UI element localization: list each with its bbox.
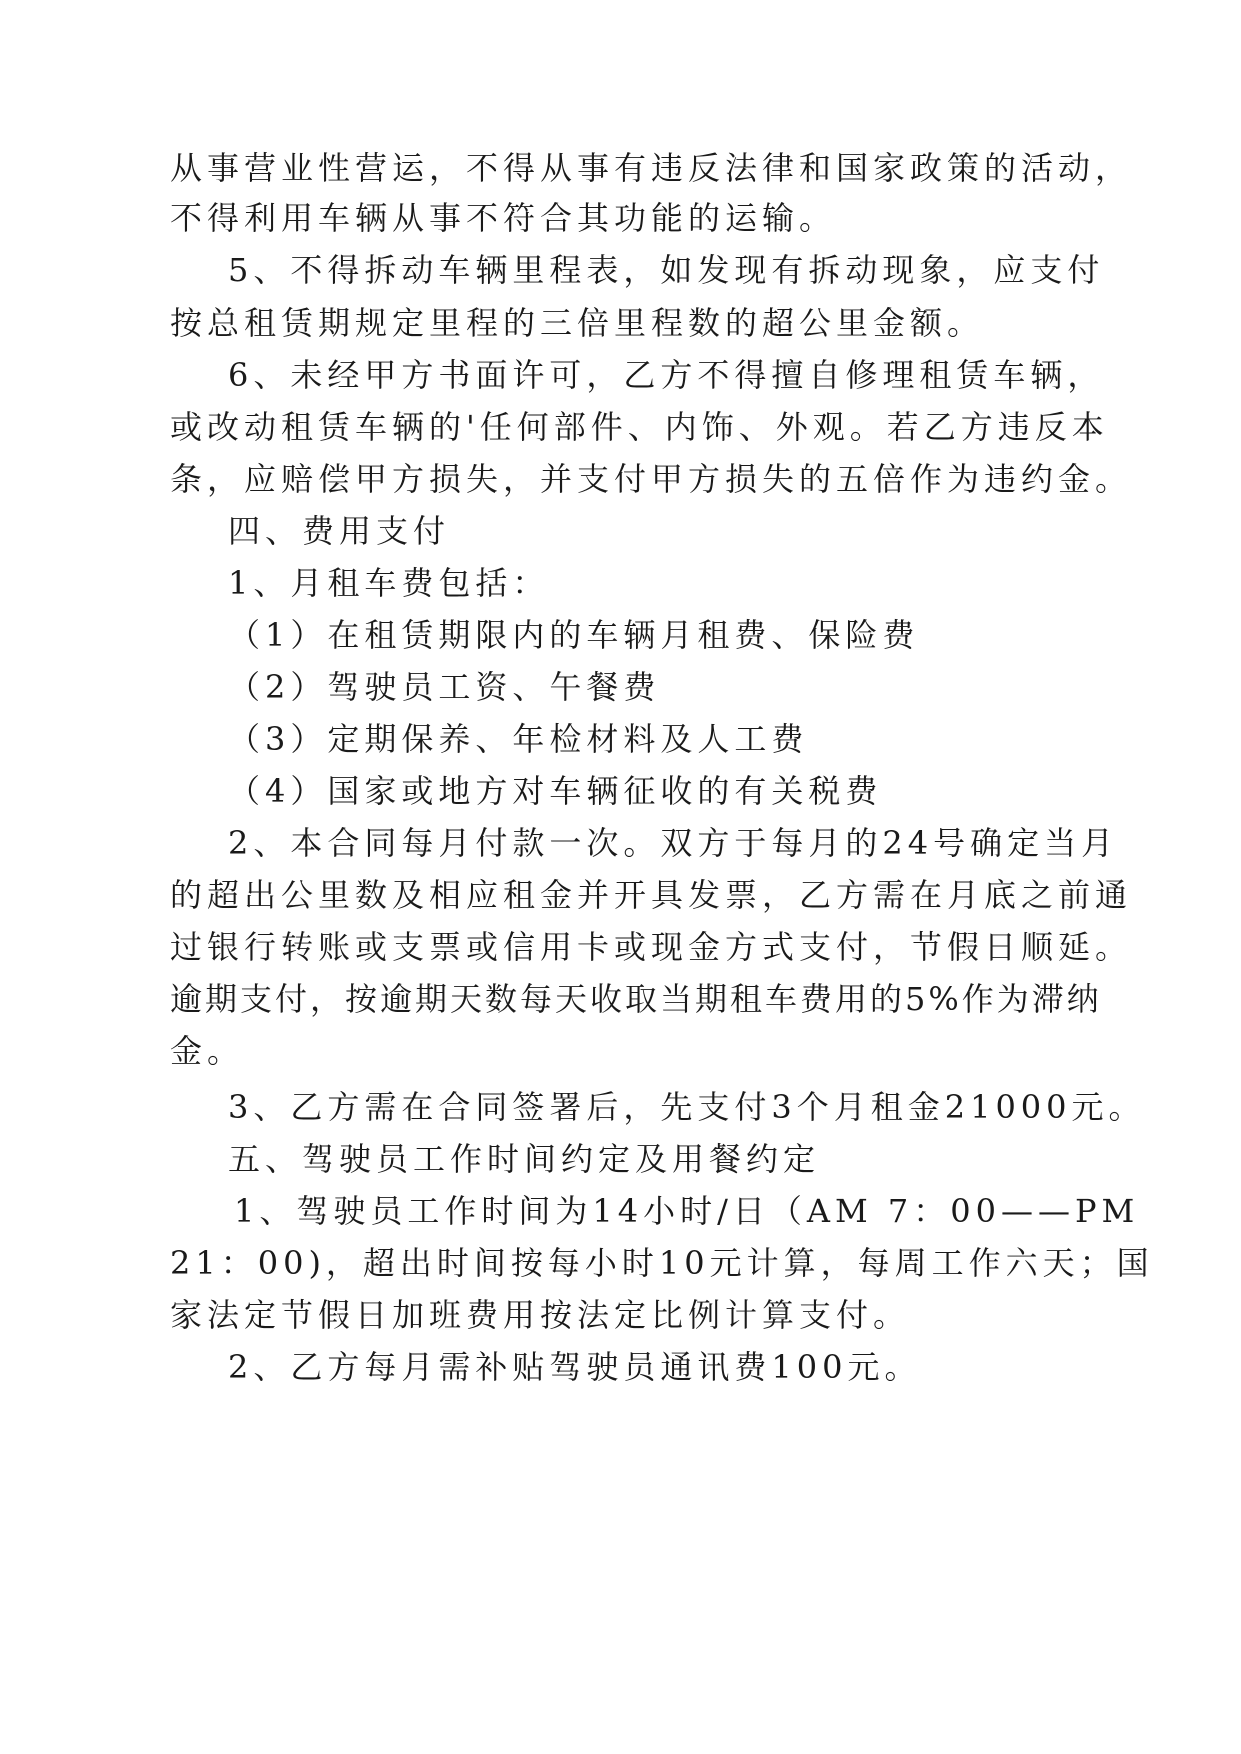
text-line: 的超出公里数及相应租金并开具发票，乙方需在月底之前通	[170, 876, 1133, 914]
section-heading: 五、驾驶员工作时间约定及用餐约定	[228, 1140, 821, 1178]
text-line: 或改动租赁车辆的'任何部件、内饰、外观。若乙方违反本	[170, 408, 1109, 446]
text-line: 条，应赔偿甲方损失，并支付甲方损失的五倍作为违约金。	[170, 460, 1133, 498]
text-line: 从事营业性营运，不得从事有违反法律和国家政策的活动，	[170, 149, 1133, 187]
list-item: （1）在租赁期限内的车辆月租费、保险费	[228, 616, 920, 654]
text-line: 1、月租车费包括：	[228, 564, 550, 602]
text-line: 6、未经甲方书面许可，乙方不得擅自修理租赁车辆，	[228, 356, 1105, 394]
text-line: 3、乙方需在合同签署后，先支付3个月租金21000元。	[228, 1088, 1146, 1126]
list-item: （2）驾驶员工资、午餐费	[228, 668, 661, 706]
text-line: 过银行转账或支票或信用卡或现金方式支付，节假日顺延。	[170, 928, 1133, 966]
section-heading: 四、费用支付	[228, 512, 451, 550]
list-item: （3）定期保养、年检材料及人工费	[228, 720, 809, 758]
text-line: 2、本合同每月付款一次。双方于每月的24号确定当月	[228, 824, 1119, 862]
text-line: 1、驾驶员工作时间为14小时/日（AM 7：00——PM	[234, 1192, 1140, 1230]
list-item: （4）国家或地方对车辆征收的有关税费	[228, 772, 883, 810]
text-line: 5、不得拆动车辆里程表，如发现有拆动现象，应支付	[228, 251, 1105, 289]
text-line: 按总租赁期规定里程的三倍里程数的超公里金额。	[170, 304, 985, 342]
text-line: 2、乙方每月需补贴驾驶员通讯费100元。	[228, 1348, 922, 1386]
text-line: 金。	[170, 1032, 245, 1070]
text-line: 不得利用车辆从事不符合其功能的运输。	[170, 199, 837, 237]
text-line: 逾期支付，按逾期天数每天收取当期租车费用的5%作为滞纳	[170, 980, 1102, 1018]
text-line: 家法定节假日加班费用按法定比例计算支付。	[170, 1296, 911, 1334]
text-line: 21：00)，超出时间按每小时10元计算，每周工作六天；国	[170, 1244, 1154, 1282]
